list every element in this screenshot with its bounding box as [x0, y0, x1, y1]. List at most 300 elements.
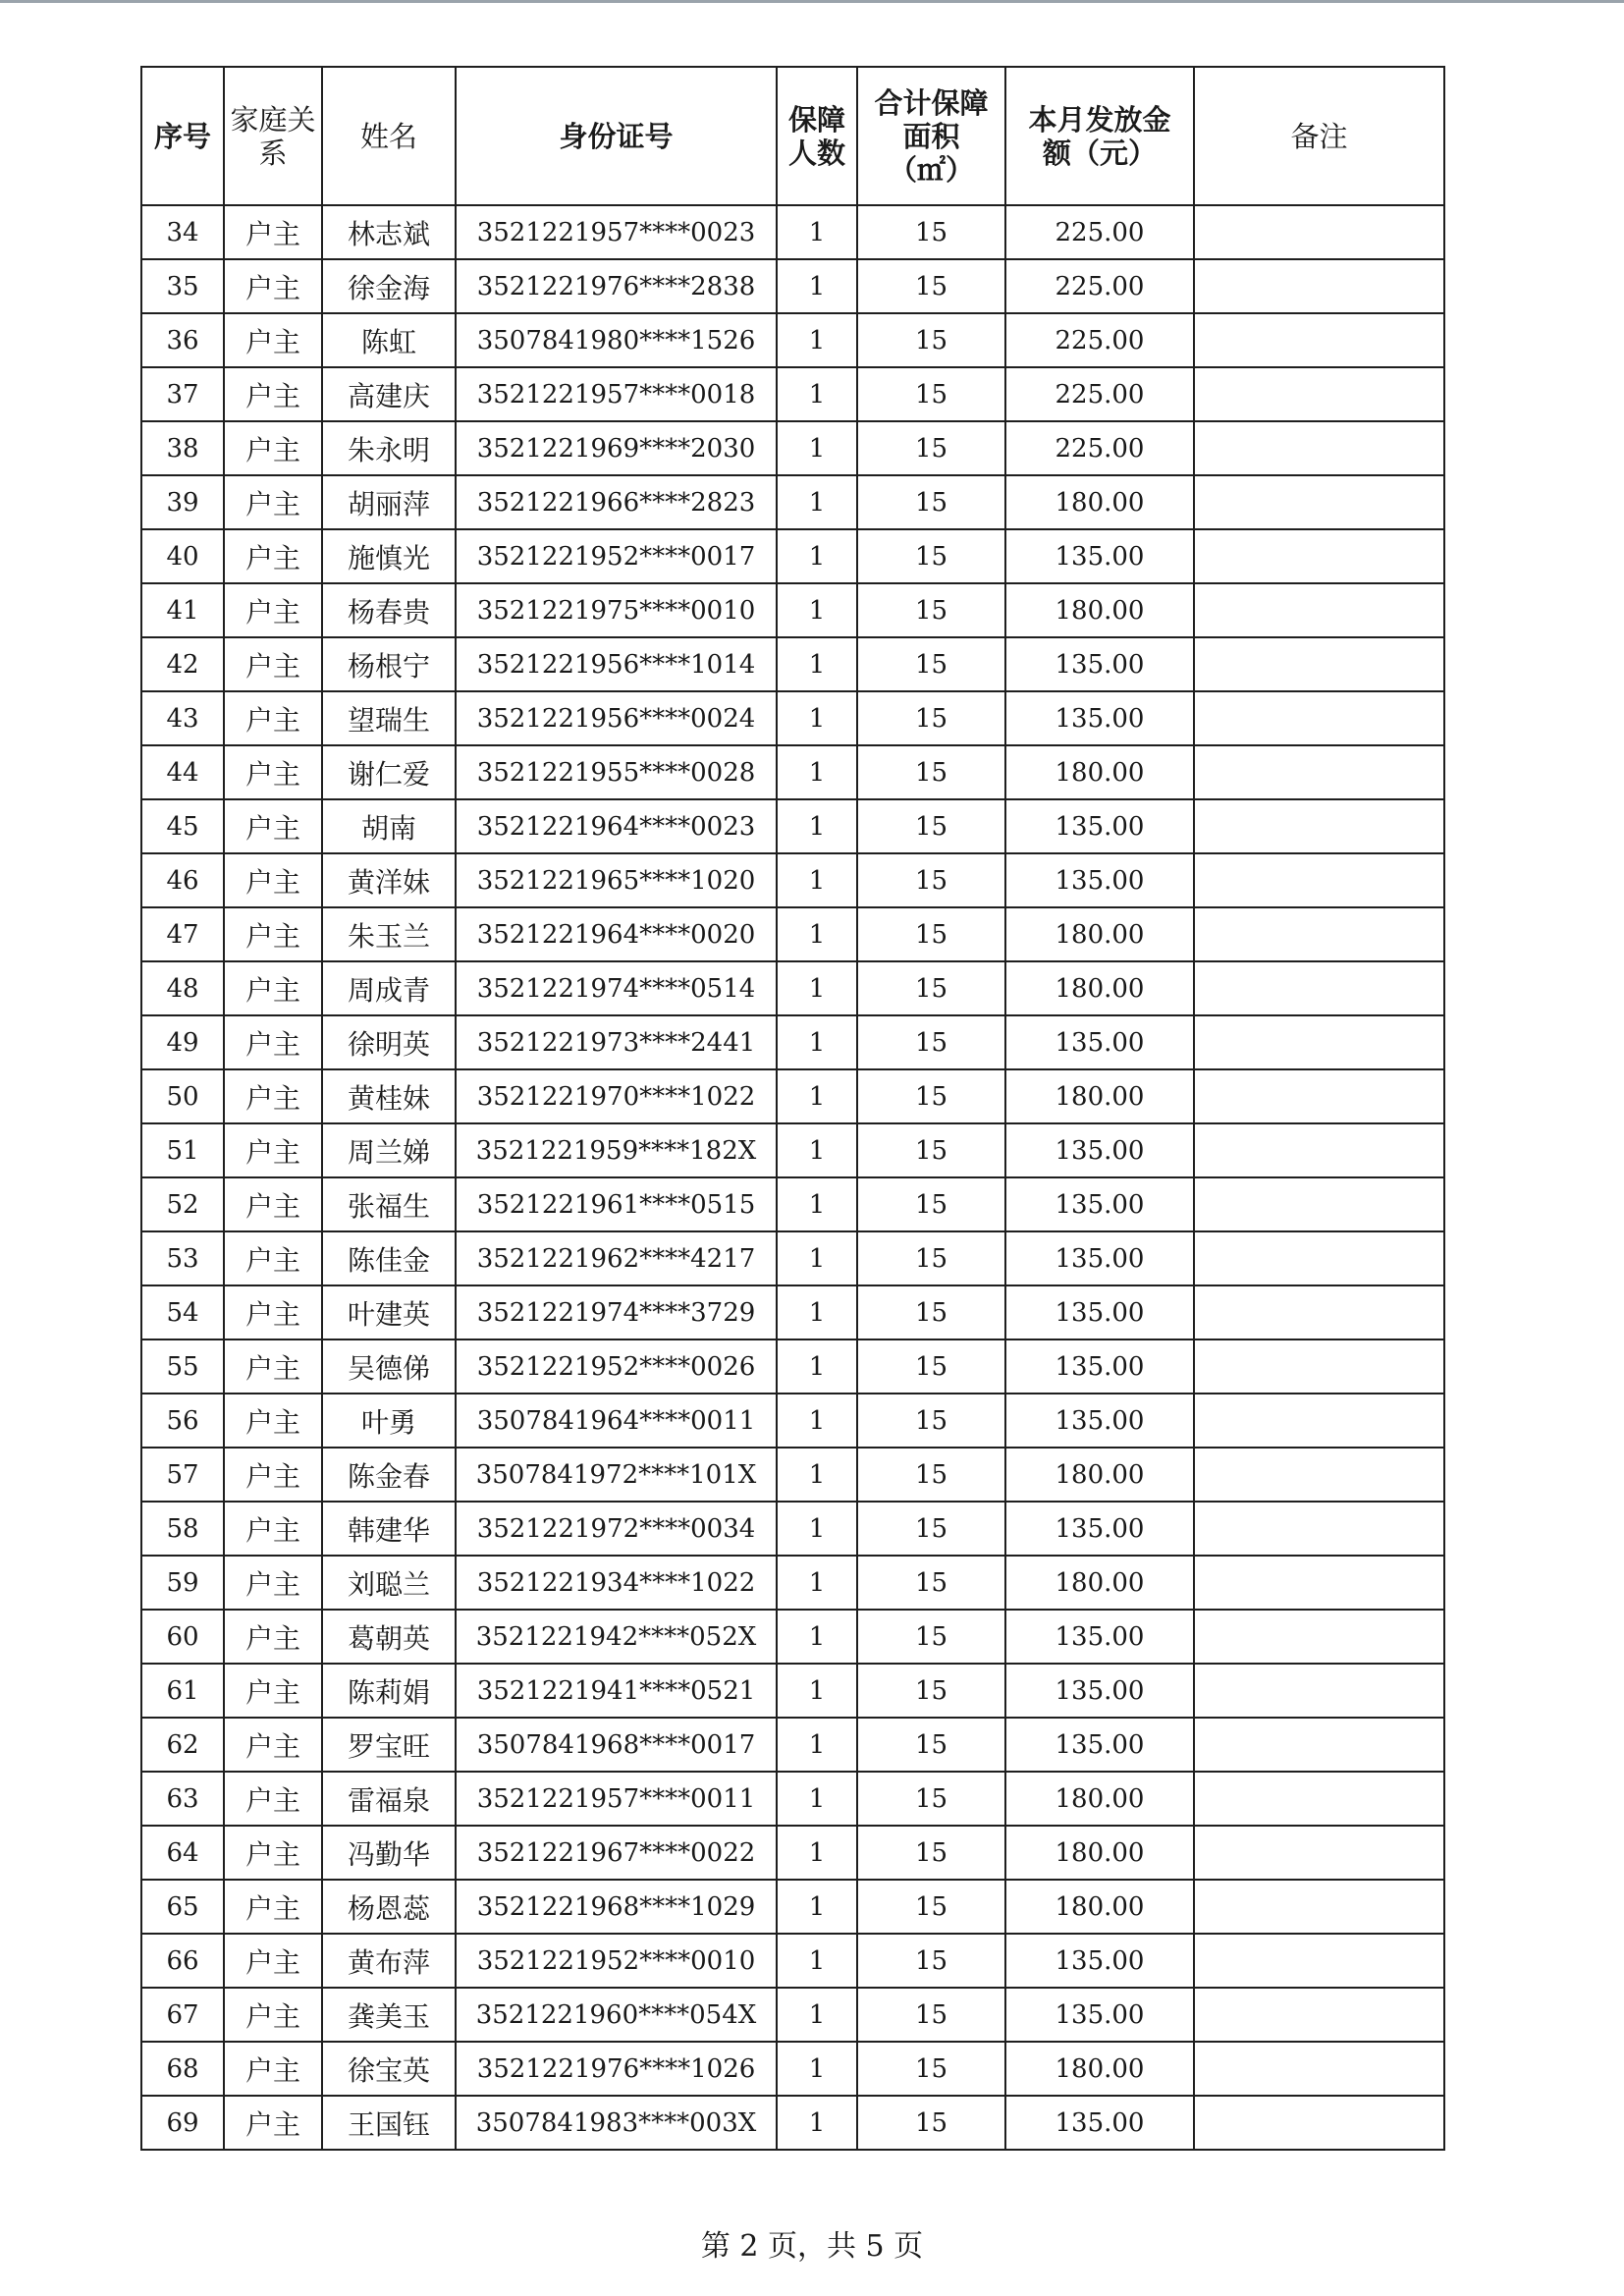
header-remarks: [1194, 67, 1444, 205]
cell-amount: 135.00: [1005, 1664, 1194, 1718]
cell-name: 胡丽萍: [322, 475, 456, 529]
cell-amount: 135.00: [1005, 1502, 1194, 1556]
cell-remark: [1194, 421, 1444, 475]
cell-seq: 64: [141, 1826, 224, 1880]
cell-persons: 1: [777, 853, 857, 907]
cell-name: 朱永明: [322, 421, 456, 475]
top-edge-rule: [0, 0, 1624, 3]
cell-id-number: 3521221976****1026: [456, 2042, 777, 2096]
cell-remark: [1194, 313, 1444, 367]
cell-id-number: 3521221974****0514: [456, 961, 777, 1015]
cell-remark: [1194, 367, 1444, 421]
table-row: [141, 853, 1444, 907]
table-row: [141, 205, 1444, 259]
cell-id-number: 3521221960****054X: [456, 1988, 777, 2042]
cell-persons: 1: [777, 745, 857, 799]
cell-id-number: 3521221965****1020: [456, 853, 777, 907]
cell-id-number: 3521221957****0023: [456, 205, 777, 259]
cell-seq: 54: [141, 1285, 224, 1339]
cell-area: 15: [857, 907, 1005, 961]
cell-relation: 户主: [224, 1231, 322, 1285]
table-row: [141, 907, 1444, 961]
cell-seq: 49: [141, 1015, 224, 1069]
subsidy-roster-table: [140, 66, 1445, 2151]
cell-seq: 50: [141, 1069, 224, 1123]
table-row: [141, 1988, 1444, 2042]
cell-name: 朱玉兰: [322, 907, 456, 961]
cell-area: 15: [857, 259, 1005, 313]
cell-persons: 1: [777, 421, 857, 475]
table-row: [141, 1718, 1444, 1772]
table-row: [141, 1934, 1444, 1988]
cell-amount: 135.00: [1005, 853, 1194, 907]
header-amount-line-2: 额（元）: [1042, 136, 1157, 170]
cell-amount: 135.00: [1005, 1015, 1194, 1069]
table-header-row: [141, 67, 1444, 205]
cell-relation: 户主: [224, 1772, 322, 1826]
header-relation-line-1: 家庭关: [230, 102, 316, 137]
header-persons-line-1: 保障: [787, 102, 845, 137]
table-body: [141, 205, 1444, 2150]
table-row: [141, 313, 1444, 367]
cell-seq: 67: [141, 1988, 224, 2042]
cell-remark: [1194, 637, 1444, 691]
cell-remark: [1194, 1177, 1444, 1231]
table-row: [141, 1880, 1444, 1934]
cell-relation: 户主: [224, 1339, 322, 1394]
cell-relation: 户主: [224, 1826, 322, 1880]
cell-remark: [1194, 1988, 1444, 2042]
header-persons-line-2: 人数: [787, 136, 845, 170]
cell-area: 15: [857, 1015, 1005, 1069]
cell-amount: 135.00: [1005, 1988, 1194, 2042]
header-remarks-label: 备注: [1290, 119, 1348, 153]
cell-area: 15: [857, 637, 1005, 691]
cell-name: 刘聪兰: [322, 1556, 456, 1610]
cell-id-number: 3507841983****003X: [456, 2096, 777, 2150]
cell-relation: 户主: [224, 475, 322, 529]
cell-name: 陈佳金: [322, 1231, 456, 1285]
table-row: [141, 1394, 1444, 1448]
cell-name: 徐明英: [322, 1015, 456, 1069]
cell-seq: 37: [141, 367, 224, 421]
cell-remark: [1194, 1718, 1444, 1772]
cell-relation: 户主: [224, 583, 322, 637]
cell-amount: 135.00: [1005, 799, 1194, 853]
cell-amount: 135.00: [1005, 1934, 1194, 1988]
table-row: [141, 1772, 1444, 1826]
cell-relation: 户主: [224, 1123, 322, 1177]
cell-persons: 1: [777, 475, 857, 529]
cell-name: 杨根宁: [322, 637, 456, 691]
cell-name: 王国钰: [322, 2096, 456, 2150]
cell-name: 韩建华: [322, 1502, 456, 1556]
cell-remark: [1194, 1339, 1444, 1394]
cell-seq: 55: [141, 1339, 224, 1394]
cell-name: 雷福泉: [322, 1772, 456, 1826]
cell-relation: 户主: [224, 637, 322, 691]
cell-seq: 53: [141, 1231, 224, 1285]
cell-area: 15: [857, 1123, 1005, 1177]
table-row: [141, 475, 1444, 529]
cell-remark: [1194, 853, 1444, 907]
cell-id-number: 3521221959****182X: [456, 1123, 777, 1177]
cell-area: 15: [857, 475, 1005, 529]
cell-area: 15: [857, 2096, 1005, 2150]
cell-name: 周兰娣: [322, 1123, 456, 1177]
cell-name: 陈莉娟: [322, 1664, 456, 1718]
cell-remark: [1194, 1610, 1444, 1664]
header-amount: [1005, 67, 1194, 205]
cell-persons: 1: [777, 1610, 857, 1664]
cell-remark: [1194, 1069, 1444, 1123]
cell-id-number: 3521221966****2823: [456, 475, 777, 529]
table-row: [141, 745, 1444, 799]
table-row: [141, 2096, 1444, 2150]
cell-amount: 135.00: [1005, 529, 1194, 583]
cell-seq: 41: [141, 583, 224, 637]
cell-area: 15: [857, 1502, 1005, 1556]
cell-relation: 户主: [224, 1069, 322, 1123]
cell-persons: 1: [777, 799, 857, 853]
cell-relation: 户主: [224, 367, 322, 421]
table-row: [141, 583, 1444, 637]
cell-remark: [1194, 1880, 1444, 1934]
cell-remark: [1194, 1285, 1444, 1339]
cell-area: 15: [857, 1934, 1005, 1988]
cell-id-number: 3521221973****2441: [456, 1015, 777, 1069]
cell-area: 15: [857, 799, 1005, 853]
cell-remark: [1194, 1556, 1444, 1610]
cell-id-number: 3521221970****1022: [456, 1069, 777, 1123]
cell-id-number: 3521221942****052X: [456, 1610, 777, 1664]
cell-remark: [1194, 1015, 1444, 1069]
cell-persons: 1: [777, 205, 857, 259]
cell-relation: 户主: [224, 1934, 322, 1988]
cell-area: 15: [857, 1988, 1005, 2042]
cell-persons: 1: [777, 1285, 857, 1339]
cell-area: 15: [857, 2042, 1005, 2096]
cell-seq: 65: [141, 1880, 224, 1934]
cell-name: 杨春贵: [322, 583, 456, 637]
cell-amount: 180.00: [1005, 1448, 1194, 1502]
header-area-line-1: 合计保障: [874, 85, 989, 120]
cell-id-number: 3521221952****0026: [456, 1339, 777, 1394]
table-row: [141, 637, 1444, 691]
cell-relation: 户主: [224, 1285, 322, 1339]
cell-id-number: 3507841972****101X: [456, 1448, 777, 1502]
cell-area: 15: [857, 1177, 1005, 1231]
cell-amount: 180.00: [1005, 961, 1194, 1015]
cell-amount: 180.00: [1005, 1826, 1194, 1880]
cell-remark: [1194, 1934, 1444, 1988]
cell-relation: 户主: [224, 1880, 322, 1934]
cell-name: 望瑞生: [322, 691, 456, 745]
cell-amount: 135.00: [1005, 1339, 1194, 1394]
cell-id-number: 3521221952****0017: [456, 529, 777, 583]
table-row: [141, 2042, 1444, 2096]
cell-area: 15: [857, 1448, 1005, 1502]
cell-area: 15: [857, 1718, 1005, 1772]
cell-name: 施慎光: [322, 529, 456, 583]
cell-amount: 225.00: [1005, 313, 1194, 367]
cell-id-number: 3521221972****0034: [456, 1502, 777, 1556]
cell-amount: 180.00: [1005, 2042, 1194, 2096]
cell-persons: 1: [777, 961, 857, 1015]
cell-seq: 39: [141, 475, 224, 529]
cell-relation: 户主: [224, 313, 322, 367]
cell-seq: 58: [141, 1502, 224, 1556]
cell-name: 陈金春: [322, 1448, 456, 1502]
cell-area: 15: [857, 1231, 1005, 1285]
cell-persons: 1: [777, 637, 857, 691]
cell-name: 葛朝英: [322, 1610, 456, 1664]
cell-relation: 户主: [224, 1448, 322, 1502]
cell-id-number: 3521221969****2030: [456, 421, 777, 475]
cell-name: 徐金海: [322, 259, 456, 313]
page-number-footer: 第 2 页，共 5 页: [700, 2229, 924, 2264]
cell-area: 15: [857, 529, 1005, 583]
cell-seq: 47: [141, 907, 224, 961]
cell-id-number: 3521221955****0028: [456, 745, 777, 799]
cell-seq: 51: [141, 1123, 224, 1177]
cell-seq: 36: [141, 313, 224, 367]
table-row: [141, 1123, 1444, 1177]
table-row: [141, 1285, 1444, 1339]
cell-area: 15: [857, 313, 1005, 367]
cell-persons: 1: [777, 1231, 857, 1285]
cell-amount: 135.00: [1005, 1123, 1194, 1177]
cell-id-number: 3521221967****0022: [456, 1826, 777, 1880]
cell-id-number: 3521221961****0515: [456, 1177, 777, 1231]
cell-seq: 61: [141, 1664, 224, 1718]
cell-remark: [1194, 1123, 1444, 1177]
cell-id-number: 3521221941****0521: [456, 1664, 777, 1718]
table-row: [141, 691, 1444, 745]
cell-relation: 户主: [224, 421, 322, 475]
cell-seq: 63: [141, 1772, 224, 1826]
table-row: [141, 1339, 1444, 1394]
cell-persons: 1: [777, 367, 857, 421]
cell-id-number: 3521221976****2838: [456, 259, 777, 313]
cell-amount: 135.00: [1005, 637, 1194, 691]
cell-amount: 180.00: [1005, 745, 1194, 799]
table-row: [141, 367, 1444, 421]
cell-amount: 180.00: [1005, 583, 1194, 637]
cell-persons: 1: [777, 1988, 857, 2042]
cell-remark: [1194, 907, 1444, 961]
table-row: [141, 1610, 1444, 1664]
cell-area: 15: [857, 1285, 1005, 1339]
cell-remark: [1194, 1826, 1444, 1880]
header-area-line-3: （㎡）: [888, 152, 974, 187]
cell-id-number: 3521221934****1022: [456, 1556, 777, 1610]
cell-name: 周成青: [322, 961, 456, 1015]
cell-amount: 135.00: [1005, 1610, 1194, 1664]
cell-persons: 1: [777, 1448, 857, 1502]
cell-seq: 45: [141, 799, 224, 853]
cell-id-number: 3507841980****1526: [456, 313, 777, 367]
header-id-number-label: 身份证号: [559, 119, 674, 153]
header-area: [857, 67, 1005, 205]
table-row: [141, 1177, 1444, 1231]
cell-relation: 户主: [224, 1177, 322, 1231]
cell-persons: 1: [777, 1177, 857, 1231]
cell-relation: 户主: [224, 1610, 322, 1664]
cell-id-number: 3507841964****0011: [456, 1394, 777, 1448]
cell-persons: 1: [777, 1718, 857, 1772]
cell-area: 15: [857, 691, 1005, 745]
cell-relation: 户主: [224, 259, 322, 313]
cell-relation: 户主: [224, 853, 322, 907]
cell-name: 叶建英: [322, 1285, 456, 1339]
header-seq: [141, 67, 224, 205]
header-name: [322, 67, 456, 205]
cell-area: 15: [857, 745, 1005, 799]
cell-name: 吴德俤: [322, 1339, 456, 1394]
cell-relation: 户主: [224, 2096, 322, 2150]
cell-name: 谢仁爱: [322, 745, 456, 799]
cell-seq: 68: [141, 2042, 224, 2096]
cell-seq: 34: [141, 205, 224, 259]
cell-persons: 1: [777, 691, 857, 745]
header-area-line-2: 面积: [902, 119, 960, 153]
table-row: [141, 1502, 1444, 1556]
cell-id-number: 3521221964****0023: [456, 799, 777, 853]
cell-amount: 180.00: [1005, 1880, 1194, 1934]
header-persons: [777, 67, 857, 205]
cell-area: 15: [857, 205, 1005, 259]
cell-relation: 户主: [224, 1394, 322, 1448]
cell-amount: 135.00: [1005, 2096, 1194, 2150]
cell-name: 林志斌: [322, 205, 456, 259]
cell-name: 高建庆: [322, 367, 456, 421]
header-amount-line-1: 本月发放金: [1028, 102, 1171, 137]
cell-seq: 56: [141, 1394, 224, 1448]
cell-relation: 户主: [224, 745, 322, 799]
cell-remark: [1194, 1394, 1444, 1448]
cell-relation: 户主: [224, 799, 322, 853]
cell-area: 15: [857, 853, 1005, 907]
cell-name: 龚美玉: [322, 1988, 456, 2042]
cell-relation: 户主: [224, 529, 322, 583]
cell-remark: [1194, 1448, 1444, 1502]
cell-remark: [1194, 2096, 1444, 2150]
cell-id-number: 3507841968****0017: [456, 1718, 777, 1772]
cell-relation: 户主: [224, 1664, 322, 1718]
cell-persons: 1: [777, 1826, 857, 1880]
cell-remark: [1194, 745, 1444, 799]
cell-relation: 户主: [224, 691, 322, 745]
cell-id-number: 3521221975****0010: [456, 583, 777, 637]
cell-amount: 225.00: [1005, 421, 1194, 475]
cell-amount: 180.00: [1005, 1556, 1194, 1610]
table-row: [141, 1069, 1444, 1123]
cell-seq: 40: [141, 529, 224, 583]
cell-remark: [1194, 1231, 1444, 1285]
cell-amount: 135.00: [1005, 1177, 1194, 1231]
cell-persons: 1: [777, 2042, 857, 2096]
cell-name: 罗宝旺: [322, 1718, 456, 1772]
cell-persons: 1: [777, 1556, 857, 1610]
cell-seq: 52: [141, 1177, 224, 1231]
cell-remark: [1194, 1772, 1444, 1826]
cell-seq: 48: [141, 961, 224, 1015]
table-row: [141, 799, 1444, 853]
cell-remark: [1194, 259, 1444, 313]
cell-relation: 户主: [224, 1718, 322, 1772]
cell-remark: [1194, 961, 1444, 1015]
cell-name: 黄布萍: [322, 1934, 456, 1988]
cell-amount: 135.00: [1005, 1394, 1194, 1448]
cell-amount: 180.00: [1005, 1772, 1194, 1826]
cell-seq: 35: [141, 259, 224, 313]
cell-area: 15: [857, 1069, 1005, 1123]
cell-seq: 59: [141, 1556, 224, 1610]
cell-remark: [1194, 205, 1444, 259]
cell-relation: 户主: [224, 1556, 322, 1610]
cell-amount: 135.00: [1005, 1285, 1194, 1339]
cell-amount: 225.00: [1005, 367, 1194, 421]
header-id-number: [456, 67, 777, 205]
cell-id-number: 3521221974****3729: [456, 1285, 777, 1339]
cell-amount: 225.00: [1005, 259, 1194, 313]
cell-persons: 1: [777, 1069, 857, 1123]
header-name-label: 姓名: [359, 119, 417, 153]
cell-name: 杨恩蕊: [322, 1880, 456, 1934]
table-row: [141, 529, 1444, 583]
cell-area: 15: [857, 1556, 1005, 1610]
cell-persons: 1: [777, 1015, 857, 1069]
cell-persons: 1: [777, 907, 857, 961]
cell-persons: 1: [777, 529, 857, 583]
cell-id-number: 3521221962****4217: [456, 1231, 777, 1285]
cell-remark: [1194, 1664, 1444, 1718]
cell-area: 15: [857, 961, 1005, 1015]
cell-name: 张福生: [322, 1177, 456, 1231]
cell-relation: 户主: [224, 1502, 322, 1556]
cell-area: 15: [857, 1610, 1005, 1664]
cell-relation: 户主: [224, 205, 322, 259]
cell-remark: [1194, 2042, 1444, 2096]
cell-remark: [1194, 691, 1444, 745]
header-seq-label: 序号: [153, 119, 211, 153]
cell-relation: 户主: [224, 1988, 322, 2042]
cell-amount: 225.00: [1005, 205, 1194, 259]
cell-remark: [1194, 529, 1444, 583]
cell-amount: 135.00: [1005, 1231, 1194, 1285]
cell-remark: [1194, 583, 1444, 637]
table-row: [141, 1448, 1444, 1502]
cell-seq: 38: [141, 421, 224, 475]
cell-area: 15: [857, 1339, 1005, 1394]
cell-persons: 1: [777, 313, 857, 367]
cell-persons: 1: [777, 1123, 857, 1177]
cell-area: 15: [857, 1394, 1005, 1448]
cell-id-number: 3521221952****0010: [456, 1934, 777, 1988]
cell-relation: 户主: [224, 2042, 322, 2096]
cell-id-number: 3521221968****1029: [456, 1880, 777, 1934]
cell-seq: 46: [141, 853, 224, 907]
cell-seq: 57: [141, 1448, 224, 1502]
table-row: [141, 1231, 1444, 1285]
cell-area: 15: [857, 1880, 1005, 1934]
cell-area: 15: [857, 583, 1005, 637]
cell-persons: 1: [777, 259, 857, 313]
cell-persons: 1: [777, 1934, 857, 1988]
cell-amount: 180.00: [1005, 907, 1194, 961]
cell-area: 15: [857, 421, 1005, 475]
